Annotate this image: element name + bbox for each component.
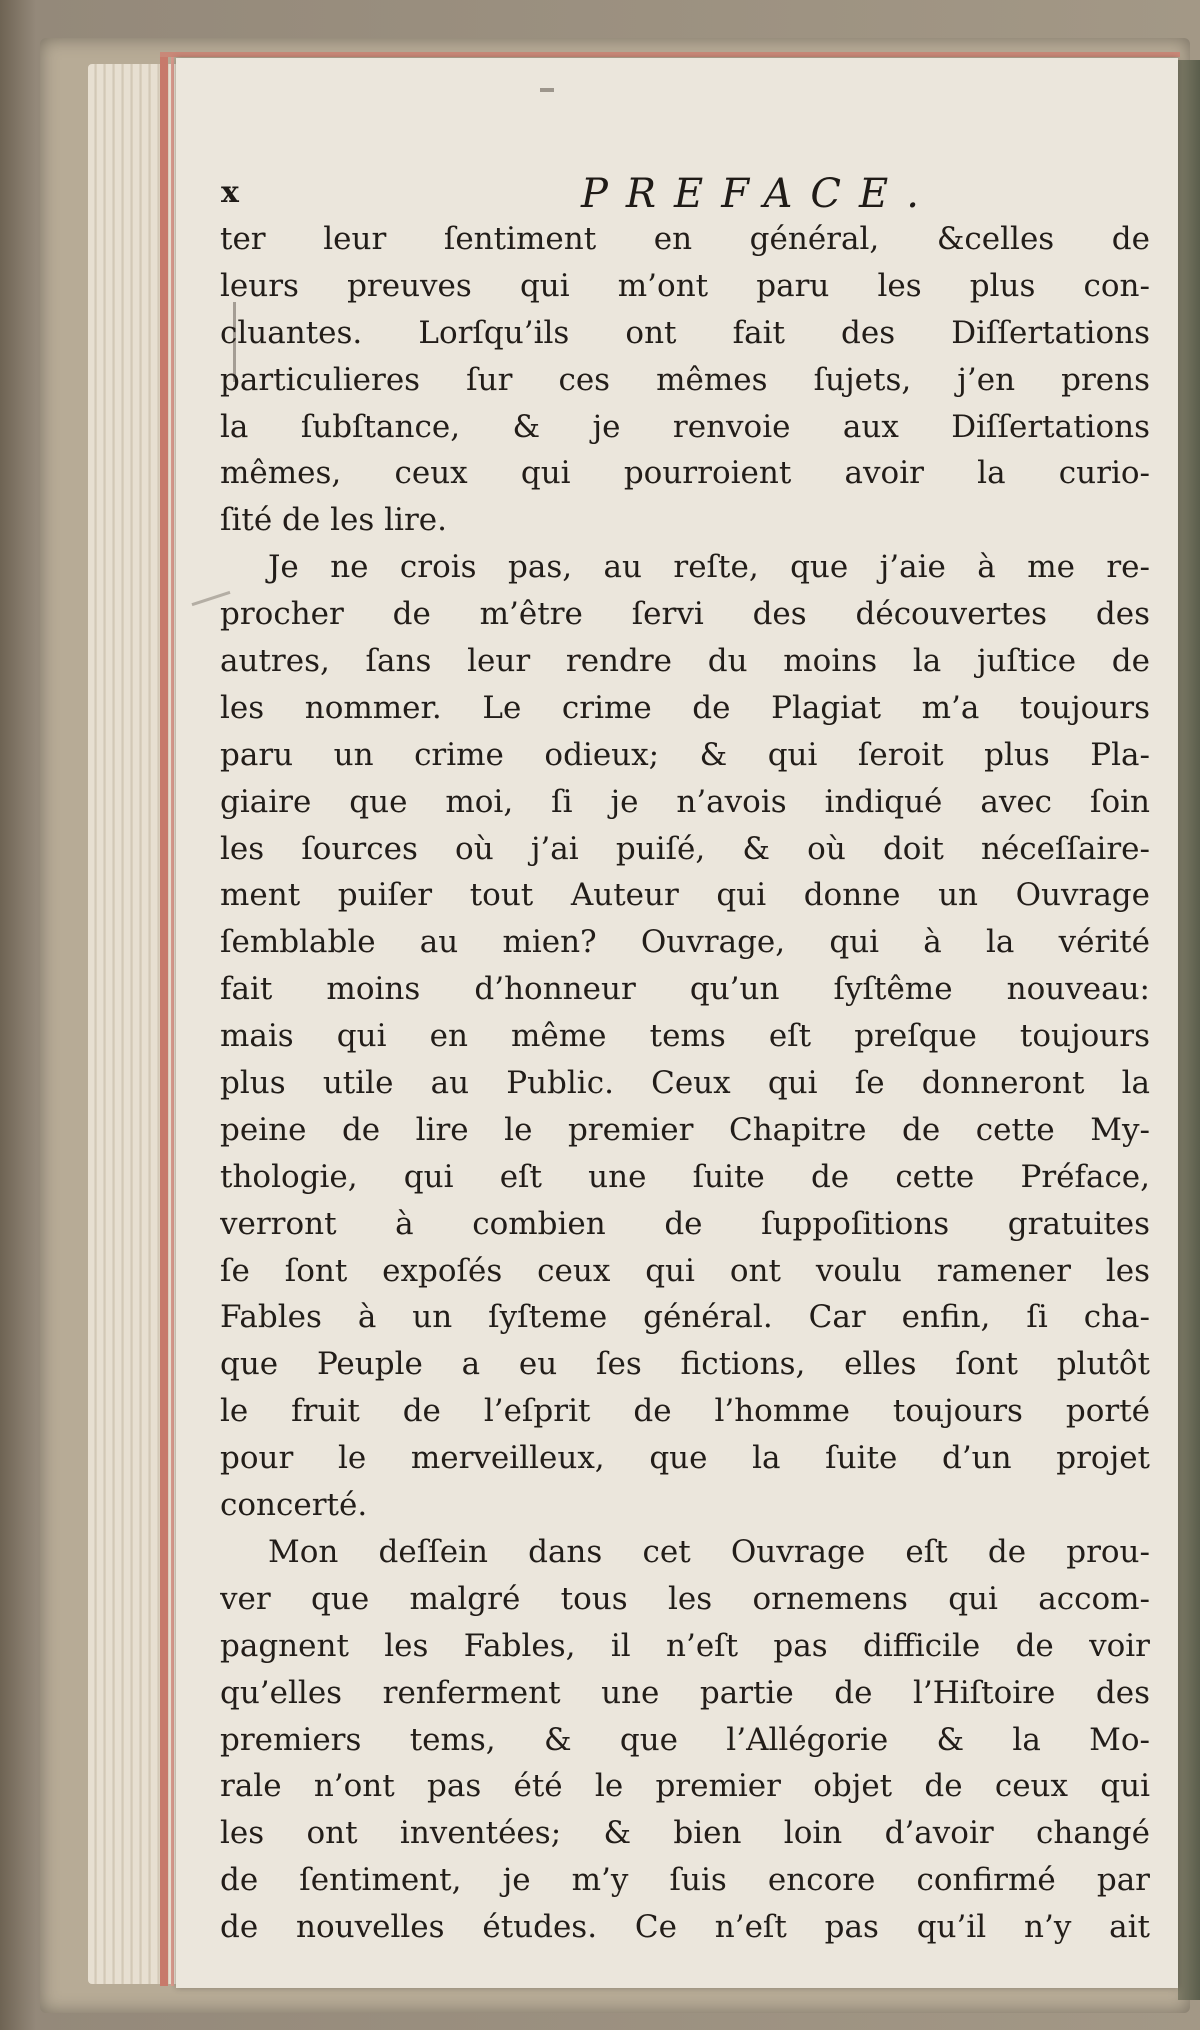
red-top-edge (160, 52, 1180, 57)
text-line: de nouvelles études. Ce n’eſt pas qu’il n’y ait (220, 1909, 1150, 1946)
text-line: mêmes, ceux qui pourroient avoir la curio- (220, 455, 1150, 492)
text-line: qu’elles renferment une partie de l’Hiſtoire des (220, 1674, 1150, 1711)
page-number: x (221, 175, 239, 210)
text-line: giaire que moi, ſi je n’avois indiqué avec ſoin (220, 783, 1150, 820)
text-line: les ont inventées; & bien loin d’avoir changé (220, 1815, 1150, 1852)
red-page-edge-inner (171, 56, 174, 1986)
text-line: verront à combien de ſuppoſitions gratuites (220, 1205, 1150, 1242)
text-line: la ſubſtance, & je renvoie aux Diſſertations (220, 408, 1150, 445)
body-text (220, 216, 1150, 1951)
text-line: thologie, qui eſt une ſuite de cette Préface, (220, 1158, 1150, 1195)
text-line: pagnent les Fables, il n’eſt pas difficile de voir (220, 1627, 1150, 1664)
text-line: procher de m’être ſervi des découvertes des (220, 596, 1150, 633)
book-spine-edge (1178, 60, 1200, 2000)
text-line: cluantes. Lorſqu’ils ont fait des Diſſertations (220, 314, 1150, 351)
text-line: Mon deſſein dans cet Ouvrage eſt de prou- (268, 1533, 1150, 1570)
text-line: leurs preuves qui m’ont paru les plus con- (220, 267, 1150, 304)
text-line: ſe ſont expoſés ceux qui ont voulu ramener les (220, 1252, 1150, 1289)
text-line: Fables à un ſyſteme général. Car enfin, ſi cha- (220, 1299, 1150, 1336)
text-line: peine de lire le premier Chapitre de cette My- (220, 1111, 1150, 1148)
text-line: mais qui en même tems eſt preſque toujours (220, 1018, 1150, 1055)
text-line: les ſources où j’ai puiſé, & où doit néceſſaire- (220, 830, 1150, 867)
text-line: le fruit de l’eſprit de l’homme toujours porté (220, 1393, 1150, 1430)
text-line: ver que malgré tous les ornemens qui accom- (220, 1580, 1150, 1617)
ink-mark (540, 88, 554, 92)
text-line: ter leur ſentiment en général, &celles de (220, 221, 1150, 257)
text-line: de ſentiment, je m’y ſuis encore confirmé par (220, 1862, 1150, 1899)
text-line: les nommer. Le crime de Plagiat m’a toujours (220, 689, 1150, 726)
text-line: que Peuple a eu ſes fictions, elles ſont plutôt (220, 1346, 1150, 1383)
text-line: fait moins d’honneur qu’un ſyſtême nouveau: (220, 971, 1150, 1008)
text-line: particulieres ſur ces mêmes ſujets, j’en prens (220, 361, 1150, 398)
running-head-title: PREFACE. (581, 171, 937, 217)
red-page-edge (160, 56, 168, 1986)
text-line: concerté. (220, 1487, 368, 1524)
text-line: ſemblable au mien? Ouvrage, qui à la vérité (220, 924, 1150, 961)
text-line: Je ne crois pas, au reſte, que j’aie à me re- (268, 549, 1150, 586)
text-line: ſité de les lire. (220, 502, 447, 539)
text-line: plus utile au Public. Ceux qui ſe donneront la (220, 1065, 1150, 1102)
text-line: paru un crime odieux; & qui ſeroit plus Pla- (220, 736, 1150, 773)
text-line: autres, ſans leur rendre du moins la juſtice de (220, 643, 1150, 680)
text-line: rale n’ont pas été le premier objet de ceux qui (220, 1768, 1150, 1805)
text-line: pour le merveilleux, que la ſuite d’un projet (220, 1440, 1150, 1477)
text-line: premiers tems, & que l’Allégorie & la Mo- (220, 1721, 1150, 1758)
text-line: ment puiſer tout Auteur qui donne un Ouvrage (220, 877, 1150, 914)
